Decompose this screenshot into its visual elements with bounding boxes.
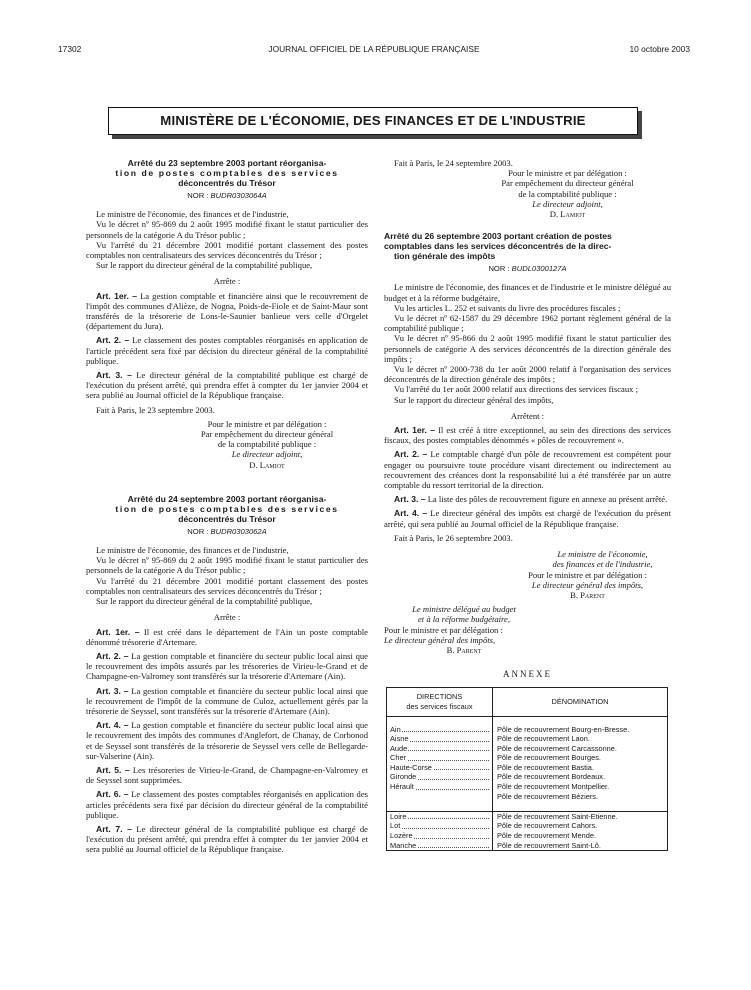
denomination-cell [493,811,668,850]
preamble: Vu le décret nº 95-866 du 2 août 1995 modifié fixant le statut particulier des personnels de catégorie A des services déconcentrés de la direction générale des impôts ; [384,333,671,364]
annexe-direction: Ain [390,725,489,735]
article: Art. 3. – Le directeur général de la comptabilité publique est chargé de l'exécution du présent arrêté, qui prendra effet à compter du 1er janvier 2004 et sera publié au Journal officiel de la République française. [86,370,368,401]
signature-block-delegate: Le ministre délégué au budget et à la réforme budgétaire, Pour le ministre et par délégation : Le directeur général des impôts, B. Parent [384,604,516,655]
left-column [86,158,368,855]
signature-block-minister: Le ministre de l'économie, des finances et de l'industrie, Pour le ministre et par délégation : Le directeur général des impôts, B. Parent [528,549,653,600]
article: Art. 1er. – Il est créé à titre exceptionnel, au sein des directions des services fiscaux, des postes comptables dénommés « pôles de recouvrement ». [384,425,671,446]
ministry-banner [108,107,638,135]
annexe-denomination: Pôle de recouvrement Bourges. [497,753,601,763]
denomination-cell [493,716,668,811]
article: Art. 2. – Le comptable chargé d'un pôle de recouvrement est compétent pour engager ou poursuivre toute procédure visant directement ou indirectement au recouvrement des créances dont la responsabilité lui a été transférée par un autre comptable du ressort territorial de la direction. [384,449,671,491]
annexe-denomination: Pôle de recouvrement Bastia. [497,762,594,772]
arrete-heading: Arrête : [213,276,241,287]
article: Art. 5. – Les trésoreries de Virieu-le-Grand, de Champagne-en-Valromey et de Seyssel sont supprimées. [86,764,368,786]
page-number: 17302 [58,44,82,54]
preamble: Vu l'arrêté du 21 décembre 2001 modifié portant classement des postes comptables non centralisateurs des services déconcentrés du Trésor ; [86,239,368,261]
preamble: Vu l'arrêté du 21 décembre 2001 modifié portant classement des postes comptables non centralisateurs des services déconcentrés du Trésor ; [86,575,368,596]
directions-cell [387,811,493,850]
preamble: Sur le rapport du directeur général de la comptabilité publique, [96,596,313,607]
annexe-direction: Aisne [390,734,489,744]
article: Art. 4. – La gestion comptable et financière du secteur public local ainsi que le recouvrement des impôts des communes d'Anglefort, de Chanay, de Corbonod et de Seyssel sont transférés de la trésorerie de Seyssel vers celle de Bellegarde-sur-Valserine (Ain). [86,720,368,761]
decree-title: Arrêté du 24 septembre 2003 portant réorganisa- tion de postes comptables des services déconcentrés du Trésor [115,493,339,524]
annexe-denomination: Pôle de recouvrement Montpellier. [497,782,610,792]
done-at: Fait à Paris, le 23 septembre 2003. [96,404,215,415]
preamble: Vu l'arrêté du 1er août 2000 relatif aux directions des services fiscaux ; [394,384,638,395]
arretent-heading: Arrêtent : [510,410,545,421]
annexe-denomination: Pôle de recouvrement Béziers. [497,791,599,801]
nor-reference: NOR : BUDL0300127A [488,264,567,274]
annexe-table [386,687,668,851]
annexe-denomination: Pôle de recouvrement Bordeaux. [497,772,606,782]
annexe-title: ANNEXE [503,669,552,680]
preamble: Vu les articles L. 252 et suivants du livre des procédures fiscales ; [394,302,621,313]
preamble: Vu le décret nº 2000-738 du 1er août 2000 relatif à l'organisation des services déconcentrés de la direction générale des impôts ; [384,364,671,385]
journal-title: JOURNAL OFFICIEL DE LA RÉPUBLIQUE FRANÇAISE [268,44,480,54]
page-header [58,44,690,56]
annexe-direction [390,792,489,802]
decree-title: Arrêté du 23 septembre 2003 portant réorganisa- tion de postes comptables des services déconcentrés du Trésor [115,158,339,188]
annexe-direction: Loire [390,812,489,822]
preamble: Vu le décret nº 62-1587 du 29 décembre 1962 portant règlement général de la comptabilité publique ; [384,313,671,334]
annexe-denomination: Pôle de recouvrement Mende. [497,831,597,841]
right-column [384,158,671,851]
preamble: Vu le décret nº 95-869 du 2 août 1995 modifié fixant le statut particulier des personnels de la catégorie A du Trésor public ; [86,555,368,576]
preamble: Le ministre de l'économie, des finances et de l'industrie, [96,209,289,220]
issue-date: 10 octobre 2003 [629,44,690,54]
annexe-denomination: Pôle de recouvrement Carcassonne. [497,743,617,753]
article: Art. 3. – La liste des pôles de recouvrement figure en annexe au présent arrêté. [394,494,668,505]
annexe-denomination: Pôle de recouvrement Bourg-en-Bresse. [497,724,630,734]
article: Art. 1er. – La gestion comptable et financière ainsi que le recouvrement de l'impôt des communes d'Alièze, de Nogna, Poids-de-Fiole et de Saint-Maur sont transférés de la trésorerie de Lons-le-Saunier banlieue vers celle d'Orgelet (département du Jura). [86,290,369,332]
annexe-direction: Lot [390,821,489,831]
arrete-heading: Arrête : [213,612,241,623]
annexe-denomination: Pôle de recouvrement Laon. [497,734,590,744]
article: Art. 6. – Le classement des postes comptables réorganisés en application des articles précédents sera fixé par décision du directeur général de la comptabilité publique. [86,789,368,820]
article: Art. 3. – La gestion comptable et financière du secteur public local ainsi que le recouvrement de l'impôt de la commune de Culoz, actuellement gérés par la trésorerie de Seyssel, sont transférés sur la trésorerie d'Artemare (Ain). [86,685,368,716]
column-header-denomination: DÉNOMINATION [493,688,668,716]
article: Art. 2. – Le classement des postes comptables réorganisés en application de l'article précédent sera fixé par décision du directeur général de la comptabilité publique. [86,335,368,366]
annexe-denomination: Pôle de recouvrement Cahors. [497,821,598,831]
annexe-direction: Manche [390,841,489,851]
annexe-direction: Cher [390,753,489,763]
annexe-direction: Lozère [390,831,489,841]
signature-block: Pour le ministre et par délégation : Par empêchement du directeur général de la comptabilité publique : Le directeur adjoint, D. Lamiot [200,418,334,470]
article: Art. 1er. – Il est créé dans le département de l'Ain un poste comptable dénommé trésorerie d'Artemare. [86,626,368,647]
done-at: Fait à Paris, le 24 septembre 2003. [394,158,513,168]
annexe-direction: Hérault [390,782,489,792]
column-header-directions: DIRECTIONS des services fiscaux [387,688,493,716]
preamble: Sur le rapport du directeur général des impôts, [394,394,554,405]
preamble: Sur le rapport du directeur général de la comptabilité publique, [96,260,313,271]
article: Art. 4. – Le directeur général des impôts est chargé de l'exécution du présent arrêté, qui sera publié au Journal officiel de la République française. [384,508,671,529]
annexe-denomination: Pôle de recouvrement Saint-Lô. [497,840,601,850]
preamble: Le ministre de l'économie, des finances et de l'industrie, [96,545,289,556]
nor-reference: NOR : BUDR0303064A [187,191,267,200]
ministry-title: MINISTÈRE DE L'ÉCONOMIE, DES FINANCES ET DE L'INDUSTRIE [160,112,586,128]
annexe-direction: Gironde [390,772,489,782]
signature-block: Pour le ministre et par délégation : Par empêchement du directeur général de la comptabilité publique : Le directeur adjoint, D. Lamiot [501,168,634,220]
article: Art. 7. – Le directeur général de la comptabilité publique est chargé de l'exécution du présent arrêté, qui prendra effet à compter du 1er janvier 2004 et sera publié au Journal officiel de la République française. [86,823,368,855]
directions-cell [387,716,493,811]
article: Art. 2. – La gestion comptable et financière du secteur public local ainsi que le recouvrement des impôts assurés par les trésoreries de Virieu-le-Grand et de Champagne-en-Valromey sont transférés sur la trésorerie d'Artemare (Ain). [86,650,368,682]
decree-title: Arrêté du 26 septembre 2003 portant création de postes comptables dans les services déconcentrés de la direc- tion générale des impôts [384,231,612,262]
annexe-denomination: Pôle de recouvrement Saint-Etienne. [497,811,618,821]
preamble: Le ministre de l'économie, des finances et de l'industrie et le ministre délégué au budget et à la réforme budgétaire, [384,282,671,303]
annexe-direction: Haute-Corse [390,763,489,773]
done-at: Fait à Paris, le 26 septembre 2003. [394,532,513,543]
nor-reference: NOR : BUDR0303062A [187,526,267,536]
annexe-direction: Aude [390,744,489,754]
preamble: Vu le décret nº 95-869 du 2 août 1995 modifié fixant le statut particulier des personnels de la catégorie A du Trésor public ; [86,219,368,240]
